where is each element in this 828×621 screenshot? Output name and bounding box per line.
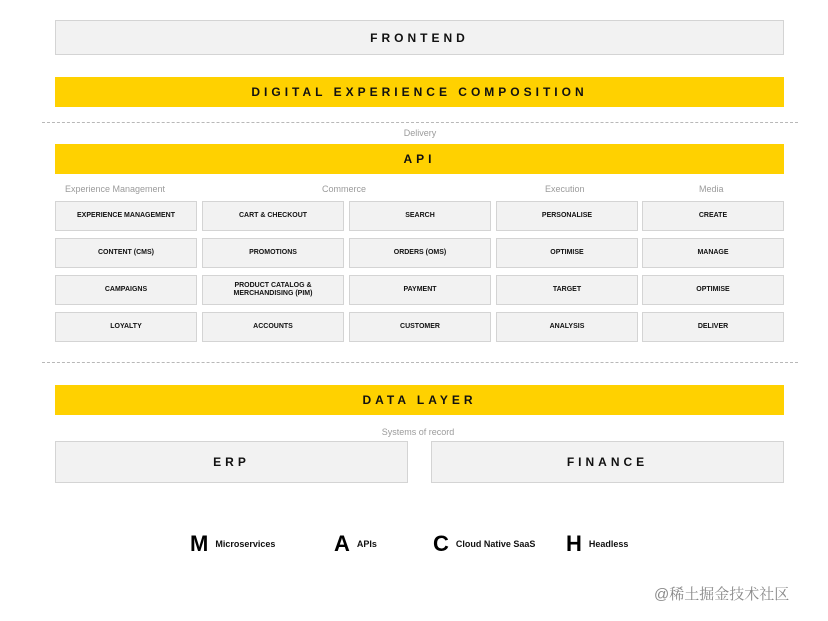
grid-cell: [55, 238, 197, 268]
grid-cell-label: PRODUCT CATALOG & MERCHANDISING (PIM): [233, 282, 313, 297]
grid-cell: [349, 238, 491, 268]
grid-cell: [642, 201, 784, 231]
grid-cell-label: OPTIMISE: [696, 286, 730, 293]
erp-title: ERP: [213, 455, 250, 469]
finance-title: FINANCE: [566, 455, 649, 469]
legend-label: APIs: [356, 539, 377, 549]
column-heading-commerce: Commerce: [322, 184, 367, 194]
grid-cell: [349, 312, 491, 342]
legend-letter-a: A: [334, 531, 350, 556]
column-heading-media: Media: [699, 184, 724, 194]
frontend-title: FRONTEND: [370, 30, 469, 45]
grid-cell: [349, 275, 491, 305]
grid-cell: [202, 275, 344, 305]
grid-cell: [496, 201, 638, 231]
grid-cell-label: ACCOUNTS: [253, 323, 293, 330]
dxc-title: DIGITAL EXPERIENCE COMPOSITION: [251, 85, 588, 99]
legend-item-microservices: [190, 531, 275, 557]
erp-system: [55, 441, 408, 483]
grid-cell: [496, 238, 638, 268]
grid-cell-label: CONTENT (CMS): [98, 249, 154, 256]
column-heading-experience-management: Experience Management: [65, 184, 166, 194]
delivery-divider: [42, 122, 798, 123]
legend-letter-h: H: [566, 531, 582, 556]
grid-cell-label: ANALYSIS: [549, 323, 585, 330]
grid-cell-label: EXPERIENCE MANAGEMENT: [76, 212, 175, 219]
grid-cell-label: SEARCH: [405, 212, 435, 219]
grid-cell-label: DELIVER: [697, 323, 729, 330]
grid-cell-label: CREATE: [698, 212, 728, 219]
grid-cell: [496, 312, 638, 342]
legend-label: Microservices: [215, 539, 276, 549]
legend-item-cloud-native-saas: [433, 531, 535, 557]
grid-cell: [642, 275, 784, 305]
api-title: API: [403, 152, 436, 166]
grid-cell-label: PERSONALISE: [541, 212, 593, 219]
grid-cell: [496, 275, 638, 305]
grid-cell-label: ORDERS (OMS): [393, 249, 447, 256]
grid-cell-label: TARGET: [552, 286, 582, 293]
legend-letter-m: M: [190, 531, 209, 556]
data-layer-divider: [42, 362, 798, 363]
finance-system: [431, 441, 784, 483]
grid-cell: [55, 201, 197, 231]
grid-cell: [202, 201, 344, 231]
systems-of-record-caption: Systems of record: [381, 427, 455, 437]
grid-cell-label: CUSTOMER: [400, 323, 440, 330]
grid-cell-label: CART & CHECKOUT: [238, 212, 308, 219]
api-layer: [55, 144, 784, 174]
legend-label: Headless: [588, 539, 629, 549]
dxc-layer: [55, 77, 784, 107]
legend-item-apis: [334, 531, 377, 557]
grid-cell-label: OPTIMISE: [550, 249, 584, 256]
grid-cell: [642, 238, 784, 268]
grid-cell: [55, 312, 197, 342]
data-layer-title: DATA LAYER: [362, 393, 477, 407]
grid-cell: [55, 275, 197, 305]
grid-cell-label: PAYMENT: [403, 286, 437, 293]
watermark: @稀土掘金技术社区: [654, 586, 790, 603]
frontend-layer: [55, 20, 784, 55]
grid-cell-label: PROMOTIONS: [249, 249, 297, 256]
data-layer: [55, 385, 784, 415]
grid-cell-label: CAMPAIGNS: [104, 286, 148, 293]
grid-cell-label: MANAGE: [697, 249, 729, 256]
grid-cell: [349, 201, 491, 231]
grid-cell: [202, 238, 344, 268]
grid-cell-label: LOYALTY: [110, 323, 142, 330]
legend-letter-c: C: [433, 531, 449, 556]
column-heading-execution: Execution: [545, 184, 585, 194]
grid-cell: [202, 312, 344, 342]
delivery-caption: Delivery: [403, 128, 437, 138]
legend-label: Cloud Native SaaS: [455, 539, 536, 549]
grid-cell: [642, 312, 784, 342]
legend-item-headless: [566, 531, 628, 557]
